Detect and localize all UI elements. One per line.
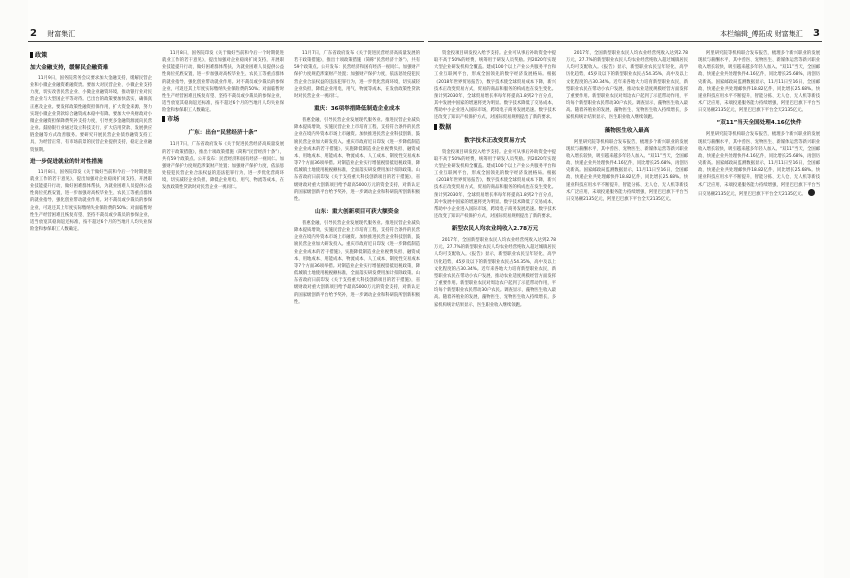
right-column-2: [566, 50, 688, 570]
article-body: 阿里研究院等机构联合发布报告，梳理多个新兴职业的发展现状与薪酬水平，其中兽医、宠物医生、新媒体运营等新兴职业收入增长较快，吸引越来越多年轻人加入。“双11”当天，全国邮政、快递企业共处理快件4.16亿件，同比增长25.68%，再创历史新高。国家邮政局监测数据显示，11月11日至16日，全国邮政、快递企业共处理邮快件18.82亿件，同比增长25.68%。快递业科技应用水平不断提升，智能分拣、无人仓、无人机等新技术广泛应用，末端投递服务能力持续增强，阿里巴巴旗下平台当日交易额2135亿元，阿里巴巴旗下平台全天2135亿元。: [698, 51, 820, 114]
article-body: 普惠金融，引导民营企业发展现代服务业。推进民营企业减负降本提质增效，实施民营企业上市培育工程，支持符合条件的民营企业在境内外资本市场上市融资。加快推进民营企业科技创新，鼓励民营企业加大研发投入。重庆市政府近日印发《进一步降低制造业企业成本的若干措施》，实施降低制造业企业税费负担、融资成本、用地成本、用能成本、物流成本、人工成本、制度性交易成本等7个方面36项举措。对制造业企业实行增值税留抵退税政策，降低城镇土地使用税税额标准，全面落实研发费用加计扣除政策。山东省政府日前印发《关于支持重大科技创新项目的若干措施》，省级财政对重大创新项目给予最高5000万元的资金支持，对新认定的国家级创新平台给予奖补，进一步调动企业和科研院所创新积极性。: [294, 118, 420, 202]
section-heading-policy: 政策: [30, 52, 152, 60]
left-column-3: [294, 50, 420, 570]
right-column-1: [434, 50, 556, 570]
left-column-1: [30, 50, 152, 570]
article-body: 普惠金融，引导民营企业发展现代服务业。推进民营企业减负降本提质增效，实施民营企业上市培育工程，支持符合条件的民营企业在境内外资本市场上市融资。加快推进民营企业科技创新，鼓励民营企业加大研发投入。重庆市政府近日印发《进一步降低制造业企业成本的若干措施》，实施降低制造业企业税费负担、融资成本、用地成本、用能成本、物流成本、人工成本、制度性交易成本等7个方面36项举措。对制造业企业实行增值税留抵退税政策，降低城镇土地使用税税额标准，全面落实研发费用加计扣除政策。山东省政府日前印发《关于支持重大科技创新项目的若干措施》，省级财政对重大创新项目给予最高5000万元的资金支持，对新认定的国家级创新平台给予奖补，进一步调动企业和科研院所创新积极性。: [294, 220, 420, 305]
article-body: 11月8日，国务院印发《关于做好当前和今后一个时期促进就业工作的若干意见》，提出加强对企业稳岗扩岗支持，开展职业技能提升行动，做好困难群体帮扶，为就业困难人员提供公益性岗位托底安置，进一步加强对高校毕业生、农民工等重点群体的就业指导，强化创业带动就业作用。对不裁员或少裁员的参保企业，可返还其上年度实际缴纳失业保险费的50%；对面临暂时性生产经营困难且恢复有望、坚持不裁员或少裁员的参保企业，适当放宽其稳岗返还标准，按不超过6个月的当地月人均失业保险金和参保职工人数确定。: [162, 51, 284, 114]
section-heading-data: 数据: [434, 124, 556, 132]
left-running-head: [30, 28, 75, 39]
right-header-rule: [428, 41, 822, 42]
end-of-article-icon: [808, 189, 815, 196]
section-marker-icon: [434, 124, 437, 130]
article-body: 阿里研究院等机构联合发布报告，梳理多个新兴职业的发展现状与薪酬水平，其中兽医、宠物医生、新媒体运营等新兴职业收入增长较快，吸引越来越多年轻人加入。“双11”当天，全国邮政、快递企业共处理快件4.16亿件，同比增长25.68%，再创历史新高。国家邮政局监测数据显示，11月11日至16日，全国邮政、快递企业共处理邮快件18.82亿件，同比增长25.68%。快递业科技应用水平不断提升，智能分拣、无人仓、无人机等新技术广泛应用，末端投递服务能力持续增强，阿里巴巴旗下平台当日交易额2135亿元，阿里巴巴旗下平台全天2135亿元。: [698, 132, 820, 197]
left-column-2: [162, 50, 284, 570]
article-headline: 重庆：36项举措降低制造企业成本: [313, 106, 401, 113]
section-marker-icon: [162, 116, 165, 122]
article-body: 2017年，全国新型职业农民人均农业经营纯收入达到2.78万元，27.7%的新型职业农民人均农业经营纯收入超过城镇居民人均可支配收入。《报告》显示，新型职业农民呈年轻化、高学历化趋势，45岁及以下的新型职业农民占54.35%，高中及以上文化程度的占30.34%。近年来各地大力培育新型职业农民，新型职业农民在带动小农户发展、推动农业适度规模经营方面发挥了重要作用。新型职业农民对周边农户起到了示范带动作用，平均每个新型职业农民带动30户农民。调查显示，藻物医生收入最高。随着养殖业的发展，藻物医生、宠物医生收入持续增长，多家机构统计结果显示，医生职业收入继续领跑。: [434, 238, 556, 308]
article-body: 11月7日，广东省政府发布《关于促进民营经济高质量发展的若干政策措施》，推出十项政策措施（简称“民营经济十条”），共有59个政策点。公开发布：民营经济和国有经济一视同仁。加强财产保护力度规范涉案财产处置；加强财产保护力度，依法惩处侵犯民营企业合法权益的违法犯罪行为，进一步优化营商环境，切实减轻企业负担，降低企业用电、用气、物流等成本，在发放政策性贷款时对民营企业一视同仁。: [294, 51, 420, 99]
article-body: 资金投项目研发投入给予支持。企业可从事后补助资金中提取不高于50%的经费，统筹用于研发人员奖励。到2020年实现大型企业研发机构全覆盖。建成100个以上产业公共服务平台和工业互联网平台，形成全国领先的数字经济发展格局。根据《2018年世界贸易报告》，数字技术使全球贸易成本下降，新兴技术正改变贸易方式，贸易的商品和服务的构成也在发生变化。预计到2030年，全球贸易增长率每年将提高1.8到2个百分点，其中发展中国家的增速将更为明显。数字技术降低了交易成本，帮助中小企业进入国际市场，跨境电子商务发展迅速。数字技术还改变了知识产权保护方式，对国际贸易规则提出了新的要求。: [434, 51, 556, 121]
article-body: 11月7日，广东省政府发布《关于促进民营经济高质量发展的若干政策措施》，推出十项政策措施（简称“民营经济十条”），共有59个政策点。公开发布：民营经济和国有经济一视同仁。加强财产保护力度规范涉案财产处置；加强财产保护力度，依法惩处侵犯民营企业合法权益的违法犯罪行为，进一步优化营商环境，切实减轻企业负担，降低企业用电、用气、物流等成本，在发放政策性贷款时对民营企业一视同仁。: [162, 142, 284, 191]
article-headline: “双11”当天全国处理4.16亿快件: [716, 120, 802, 127]
section-heading-market: 市场: [162, 116, 284, 124]
article-body: 11月9日，国务院常务会议要求加大金融支持，缓解民营企业和小微企业融资难融资贵。要加大对民营企业、小微企业支持力度，切实改善民营企业、小微企业融资环境，推动银行业对民营企业与大型国企平等对待。已出台的政策要加快落实，确保真正惠及企业。要发挥政策性融资担保作用，扩大资金来源，努力实现小微企业贷款综合融资成本稳中有降。要加大中央财政对小微企业融资担保降费奖补支持力度，引导更多金融资源流向民营企业。鼓励银行业通过设立科技支行、扩大信用贷款、发展供应链金融等方式改善服务。要研究开展民营企业债券融资支持工具，为经营正常、有市场前景的民营企业提供支持，稳定企业融资预期。: [30, 76, 152, 153]
right-column-3: [698, 50, 820, 570]
article-body: 11月8日，国务院印发《关于做好当前和今后一个时期促进就业工作的若干意见》，提出加强对企业稳岗扩岗支持，开展职业技能提升行动，做好困难群体帮扶，为就业困难人员提供公益性岗位托底安置，进一步加强对高校毕业生、农民工等重点群体的就业指导，强化创业带动就业作用。对不裁员或少裁员的参保企业，可返还其上年度实际缴纳失业保险费的50%；对面临暂时性生产经营困难且恢复有望、坚持不裁员或少裁员的参保企业，适当放宽其稳岗返还标准，按不超过6个月的当地月人均失业保险金和参保职工人数确定。: [30, 169, 152, 232]
article-body: 资金投项目研发投入给予支持。企业可从事后补助资金中提取不高于50%的经费，统筹用于研发人员奖励。到2020年实现大型企业研发机构全覆盖。建成100个以上产业公共服务平台和工业互联网平台，形成全国领先的数字经济发展格局。根据《2018年世界贸易报告》，数字技术使全球贸易成本下降，新兴技术正改变贸易方式，贸易的商品和服务的构成也在发生变化。预计到2030年，全球贸易增长率每年将提高1.8到2个百分点，其中发展中国家的增速将更为明显。数字技术降低了交易成本，帮助中小企业进入国际市场，跨境电子商务发展迅速。数字技术还改变了知识产权保护方式，对国际贸易规则提出了新的要求。: [434, 149, 556, 219]
article-headline: 广东：出台“民营经济十条”: [188, 130, 258, 137]
left-page-number: 2: [30, 28, 37, 39]
article-headline: 数字技术正改变贸易方式: [464, 137, 526, 144]
article-headline: 山东：重大创新项目可获大额资金: [315, 208, 399, 215]
right-section-name: 本栏编辑_傅拓成 财富集汇: [720, 30, 803, 38]
right-page: [426, 0, 824, 578]
right-running-head: [720, 28, 820, 39]
article-headline: 加大金融支持，缓解民企融资难: [30, 65, 109, 71]
right-page-number: 3: [813, 28, 820, 39]
section-marker-icon: [30, 52, 33, 58]
article-headline: 新型农民人均农业纯收入2.78万元: [451, 226, 539, 233]
left-header-rule: [28, 41, 424, 42]
article-body: 阿里研究院等机构联合发布报告，梳理多个新兴职业的发展现状与薪酬水平，其中兽医、宠物医生、新媒体运营等新兴职业收入增长较快，吸引越来越多年轻人加入。“双11”当天，全国邮政、快递企业共处理快件4.16亿件，同比增长25.68%，再创历史新高。国家邮政局监测数据显示，11月11日至16日，全国邮政、快递企业共处理邮快件18.82亿件，同比增长25.68%。快递业科技应用水平不断提升，智能分拣、无人仓、无人机等新技术广泛应用，末端投递服务能力持续增强，阿里巴巴旗下平台当日交易额2135亿元，阿里巴巴旗下平台全天2135亿元。: [566, 139, 688, 202]
left-section-name: 财富集汇: [47, 30, 76, 38]
left-page: [28, 0, 426, 578]
article-headline: 进一步促进就业的针对性措施: [30, 158, 103, 165]
article-headline: 藻物医生收入最高: [604, 127, 650, 134]
article-body: 2017年，全国新型职业农民人均农业经营纯收入达到2.78万元，27.7%的新型职业农民人均农业经营纯收入超过城镇居民人均可支配收入。《报告》显示，新型职业农民呈年轻化、高学历化趋势，45岁及以下的新型职业农民占54.35%，高中及以上文化程度的占30.34%。近年来各地大力培育新型职业农民，新型职业农民在带动小农户发展、推动农业适度规模经营方面发挥了重要作用。新型职业农民对周边农户起到了示范带动作用，平均每个新型职业农民带动30户农民。调查显示，藻物医生收入最高。随着养殖业的发展，藻物医生、宠物医生收入持续增长，多家机构统计结果显示，医生职业收入继续领跑。: [566, 51, 688, 121]
